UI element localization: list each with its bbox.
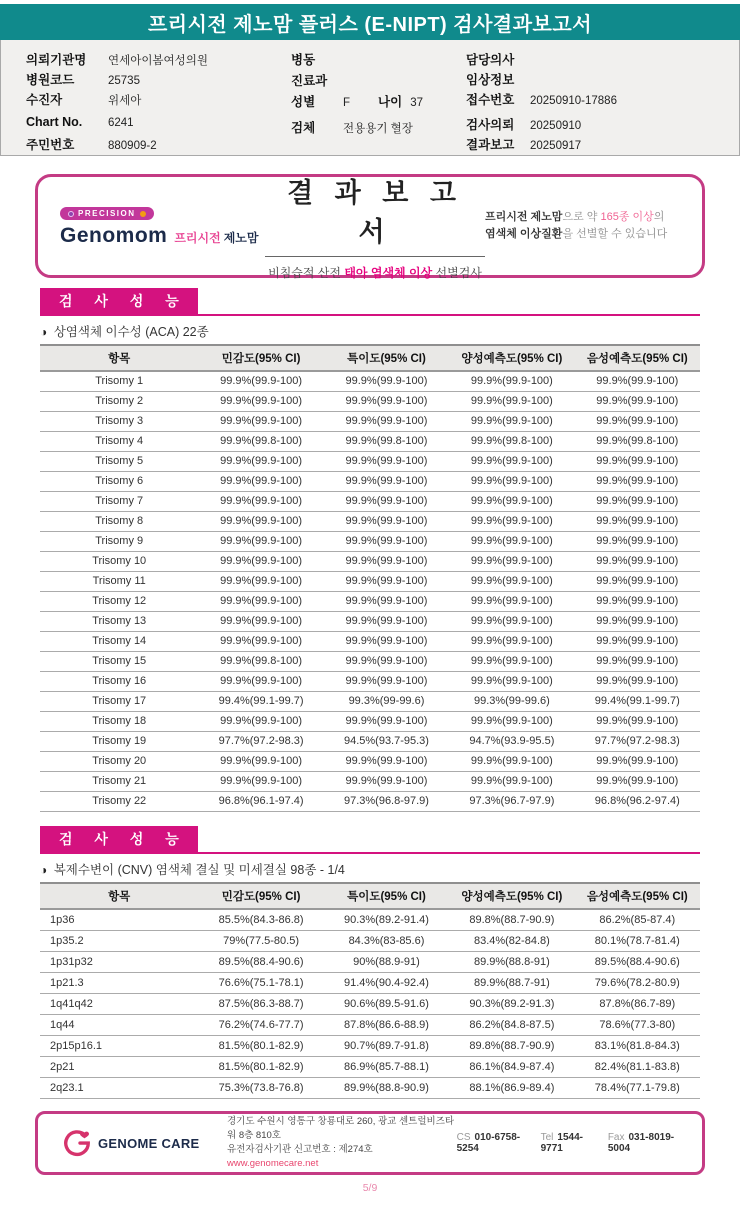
table-cell: Trisomy 1 — [40, 371, 198, 392]
field-label: Chart No. — [26, 115, 83, 129]
table-cell: 99.9%(99.9-100) — [575, 612, 700, 632]
table-cell: Trisomy 8 — [40, 512, 198, 532]
table-cell: 99.9%(99.9-100) — [198, 512, 323, 532]
table-row — [40, 692, 700, 712]
col-header-ppv: 양성예측도(95% CI) — [449, 345, 574, 371]
table-cell: 99.9%(99.9-100) — [324, 371, 449, 392]
table-cell: 84.3%(83-85.6) — [324, 931, 449, 952]
aca-table-body — [40, 371, 700, 812]
table-cell: 89.9%(88.8-91) — [449, 952, 574, 973]
field-dept — [291, 71, 466, 90]
table-cell: 99.9%(99.9-100) — [575, 472, 700, 492]
table-cell: 99.9%(99.9-100) — [324, 492, 449, 512]
aca-performance-table — [40, 344, 700, 812]
col-header-sensitivity: 민감도(95% CI) — [198, 883, 323, 909]
field-label: 성별 — [291, 95, 316, 109]
table-cell: Trisomy 6 — [40, 472, 198, 492]
table-cell: 99.9%(99.9-100) — [449, 412, 574, 432]
table-row — [40, 973, 700, 994]
table-cell: 99.9%(99.9-100) — [575, 452, 700, 472]
table-row — [40, 909, 700, 931]
table-cell: 96.8%(96.2-97.4) — [575, 792, 700, 812]
table-row — [40, 472, 700, 492]
table-cell: 1p31p32 — [40, 952, 198, 973]
table-cell: 99.9%(99.9-100) — [449, 472, 574, 492]
patient-info-panel — [0, 40, 740, 156]
table-row — [40, 712, 700, 732]
footer-panel — [35, 1111, 705, 1175]
brand-kr-pink: 프리시전 — [174, 231, 221, 246]
table-cell: 99.9%(99.9-100) — [575, 772, 700, 792]
table-cell: Trisomy 22 — [40, 792, 198, 812]
table-cell: 99.9%(99.9-100) — [198, 772, 323, 792]
table-header — [40, 883, 700, 909]
table-cell: 99.9%(99.9-100) — [324, 452, 449, 472]
table-cell: 94.7%(93.9-95.5) — [449, 732, 574, 752]
table-cell: 85.5%(84.3-86.8) — [198, 909, 323, 931]
table-cell: 99.3%(99-99.6) — [324, 692, 449, 712]
field-chart-no — [26, 115, 291, 133]
table-cell: 99.9%(99.9-100) — [449, 371, 574, 392]
table-cell: 99.9%(99.9-100) — [324, 472, 449, 492]
field-label: 검사의뢰 — [466, 118, 515, 132]
field-report-date — [466, 135, 739, 153]
table-cell: 94.5%(93.7-95.3) — [324, 732, 449, 752]
footer-contacts — [457, 1132, 678, 1154]
table-cell: 99.9%(99.9-100) — [575, 712, 700, 732]
table-cell: Trisomy 5 — [40, 452, 198, 472]
table-cell: Trisomy 12 — [40, 592, 198, 612]
table-cell: 87.5%(86.3-88.7) — [198, 994, 323, 1015]
table-cell: 1p35.2 — [40, 931, 198, 952]
field-value: 전용용기 혈장 — [343, 123, 413, 135]
field-clinical-info — [466, 70, 739, 88]
field-label: 병원코드 — [26, 73, 75, 87]
col-header-specificity: 특이도(95% CI) — [324, 345, 449, 371]
table-cell: 99.9%(99.9-100) — [198, 371, 323, 392]
table-row — [40, 532, 700, 552]
table-row — [40, 1078, 700, 1099]
table-cell: 99.9%(99.8-100) — [198, 652, 323, 672]
table-cell: 90.3%(89.2-91.4) — [324, 909, 449, 931]
section-header-performance-1 — [40, 288, 700, 316]
field-value: 위세아 — [108, 95, 142, 107]
field-hosp-code — [26, 70, 291, 88]
table-cell: Trisomy 11 — [40, 572, 198, 592]
table-cell: Trisomy 18 — [40, 712, 198, 732]
table-cell: 99.9%(99.9-100) — [324, 552, 449, 572]
table-cell: 89.9%(88.7-91) — [449, 973, 574, 994]
table-cell: Trisomy 14 — [40, 632, 198, 652]
table-cell: 99.9%(99.9-100) — [324, 572, 449, 592]
table-cell: 2p21 — [40, 1057, 198, 1078]
table-cell: 76.6%(75.1-78.1) — [198, 973, 323, 994]
half-circle-bullet-icon: ◑ — [40, 863, 48, 877]
table-cell: 99.9%(99.9-100) — [449, 532, 574, 552]
table-row — [40, 1036, 700, 1057]
banner-description — [485, 209, 680, 243]
field-value: 20250910-17886 — [530, 95, 617, 107]
section2-subtitle — [40, 860, 700, 876]
table-row — [40, 632, 700, 652]
table-cell: 99.9%(99.9-100) — [575, 592, 700, 612]
table-cell: 99.9%(99.9-100) — [198, 612, 323, 632]
table-row — [40, 752, 700, 772]
field-value: 25735 — [108, 75, 140, 87]
table-cell: 99.9%(99.9-100) — [324, 772, 449, 792]
table-cell: 87.8%(86.7-89) — [575, 994, 700, 1015]
table-cell: 99.9%(99.9-100) — [198, 392, 323, 412]
field-request-date — [466, 115, 739, 133]
table-cell: 99.9%(99.9-100) — [449, 392, 574, 412]
description-line2: 염색체 이상질환을 선별할 수 있습니다 — [485, 228, 668, 240]
table-row — [40, 931, 700, 952]
field-label: 결과보고 — [466, 138, 515, 152]
table-cell: 97.3%(96.7-97.9) — [449, 792, 574, 812]
table-cell: 86.9%(85.7-88.1) — [324, 1057, 449, 1078]
table-cell: 99.9%(99.9-100) — [198, 632, 323, 652]
col-header-ppv: 양성예측도(95% CI) — [449, 883, 574, 909]
table-cell: 96.8%(96.1-97.4) — [198, 792, 323, 812]
table-cell: Trisomy 3 — [40, 412, 198, 432]
table-cell: 99.9%(99.9-100) — [198, 712, 323, 732]
genomom-brand-block — [60, 204, 265, 249]
table-row — [40, 512, 700, 532]
table-cell: 99.9%(99.9-100) — [198, 572, 323, 592]
table-row — [40, 772, 700, 792]
table-cell: 99.3%(99-99.6) — [449, 692, 574, 712]
table-cell: 97.7%(97.2-98.3) — [198, 732, 323, 752]
table-row — [40, 432, 700, 452]
table-cell: 99.9%(99.9-100) — [575, 552, 700, 572]
page-title: 프리시전 제노맘 플러스 (E-NIPT) 검사결과보고서 — [147, 13, 593, 36]
table-cell: 99.9%(99.8-100) — [575, 432, 700, 452]
table-cell: 99.9%(99.9-100) — [449, 512, 574, 532]
table-cell: 89.8%(88.7-90.9) — [449, 1036, 574, 1057]
fax-contact: Fax 031-8019-5004 — [607, 1132, 675, 1154]
field-value: 20250910 — [530, 120, 582, 132]
table-cell: 89.5%(88.4-90.6) — [198, 952, 323, 973]
field-label: 임상정보 — [466, 73, 515, 87]
table-cell: 99.9%(99.9-100) — [449, 612, 574, 632]
table-cell: 99.9%(99.9-100) — [575, 652, 700, 672]
table-cell: Trisomy 7 — [40, 492, 198, 512]
col-header-npv: 음성예측도(95% CI) — [575, 883, 700, 909]
patient-info-col2 — [291, 50, 466, 155]
table-cell: 79%(77.5-80.5) — [198, 931, 323, 952]
cnv-table-body — [40, 909, 700, 1099]
table-cell: 91.4%(90.4-92.4) — [324, 973, 449, 994]
table-cell: 99.9%(99.9-100) — [449, 652, 574, 672]
subtitle-highlight: 태아 염색체 이상 — [344, 266, 433, 280]
table-cell: 99.9%(99.9-100) — [324, 592, 449, 612]
field-resident-no — [26, 135, 291, 153]
table-cell: 99.9%(99.9-100) — [324, 612, 449, 632]
table-header — [40, 345, 700, 371]
table-cell: 99.9%(99.9-100) — [324, 512, 449, 532]
table-row — [40, 371, 700, 392]
table-row — [40, 612, 700, 632]
table-cell: 99.9%(99.9-100) — [575, 512, 700, 532]
table-cell: 99.9%(99.9-100) — [449, 752, 574, 772]
table-cell: 99.9%(99.9-100) — [324, 532, 449, 552]
field-org — [26, 50, 291, 68]
table-cell: 86.1%(84.9-87.4) — [449, 1057, 574, 1078]
table-cell: 76.2%(74.6-77.7) — [198, 1015, 323, 1036]
badge-dot-left-icon — [68, 211, 74, 217]
table-cell: 99.9%(99.9-100) — [575, 572, 700, 592]
cs-contact: CS 010-6758-5254 — [456, 1132, 521, 1154]
section-badge: 검 사 성 능 — [40, 288, 198, 314]
table-cell: 2p15p16.1 — [40, 1036, 198, 1057]
footer-license: 유전자검사기관 신고번호 : 제274호 — [227, 1144, 373, 1155]
table-cell: 99.9%(99.9-100) — [198, 412, 323, 432]
section-header-performance-2 — [40, 826, 700, 854]
table-cell: 99.9%(99.8-100) — [198, 432, 323, 452]
col-header-sensitivity: 민감도(95% CI) — [198, 345, 323, 371]
table-cell: 2q23.1 — [40, 1078, 198, 1099]
table-cell: 99.9%(99.9-100) — [575, 632, 700, 652]
table-cell: Trisomy 15 — [40, 652, 198, 672]
table-cell: 99.9%(99.8-100) — [324, 432, 449, 452]
table-cell: Trisomy 13 — [40, 612, 198, 632]
table-cell: 99.9%(99.9-100) — [324, 752, 449, 772]
genome-care-g-heart-icon — [62, 1128, 92, 1158]
table-cell: 99.9%(99.9-100) — [575, 371, 700, 392]
table-cell: 81.5%(80.1-82.9) — [198, 1057, 323, 1078]
report-subtitle — [265, 264, 485, 281]
table-row — [40, 952, 700, 973]
field-label: 의뢰기관명 — [26, 53, 87, 67]
table-cell: 99.9%(99.9-100) — [198, 492, 323, 512]
table-cell: 99.9%(99.9-100) — [324, 392, 449, 412]
table-row — [40, 652, 700, 672]
table-cell: 90%(88.9-91) — [324, 952, 449, 973]
field-doctor — [466, 50, 739, 68]
field-patient-name — [26, 90, 291, 108]
subtitle-pre: 비침습적 산전 — [268, 266, 345, 280]
table-cell: 89.9%(88.8-90.9) — [324, 1078, 449, 1099]
report-heading: 결 과 보 고 서 — [265, 171, 485, 257]
table-row — [40, 672, 700, 692]
table-cell: 87.8%(86.6-88.9) — [324, 1015, 449, 1036]
footer-website-link[interactable]: www.genomecare.net — [227, 1158, 319, 1169]
table-cell: 99.9%(99.9-100) — [449, 592, 574, 612]
table-cell: 99.9%(99.9-100) — [575, 412, 700, 432]
table-cell: 99.9%(99.9-100) — [449, 572, 574, 592]
table-cell: 99.4%(99.1-99.7) — [575, 692, 700, 712]
table-cell: Trisomy 19 — [40, 732, 198, 752]
table-cell: Trisomy 4 — [40, 432, 198, 452]
footer-address: 경기도 수원시 영통구 창룡대로 260, 광교 센트럴비즈타워 8층 810호 — [227, 1116, 455, 1141]
table-cell: 89.8%(88.7-90.9) — [449, 909, 574, 931]
table-row — [40, 412, 700, 432]
section1-subtitle — [40, 322, 700, 338]
field-value: 880909-2 — [108, 140, 157, 152]
section-badge: 검 사 성 능 — [40, 826, 198, 852]
table-cell: Trisomy 10 — [40, 552, 198, 572]
result-report-banner — [35, 174, 705, 278]
table-cell: 99.9%(99.9-100) — [575, 752, 700, 772]
col-header-npv: 음성예측도(95% CI) — [575, 345, 700, 371]
table-cell: 75.3%(73.8-76.8) — [198, 1078, 323, 1099]
banner-center — [265, 171, 485, 281]
table-cell: 99.9%(99.9-100) — [324, 652, 449, 672]
table-cell: Trisomy 21 — [40, 772, 198, 792]
table-cell: 99.9%(99.9-100) — [449, 552, 574, 572]
table-cell: 99.9%(99.9-100) — [449, 672, 574, 692]
table-row — [40, 592, 700, 612]
precision-badge-label: PRECISION — [78, 209, 136, 219]
table-cell: Trisomy 16 — [40, 672, 198, 692]
table-cell: 99.9%(99.9-100) — [575, 672, 700, 692]
field-value: F — [343, 97, 351, 109]
field-label: 진료과 — [291, 74, 328, 88]
table-row — [40, 552, 700, 572]
table-row — [40, 492, 700, 512]
table-cell: 86.2%(84.8-87.5) — [449, 1015, 574, 1036]
table-cell: 99.9%(99.9-100) — [324, 712, 449, 732]
table-cell: 99.9%(99.9-100) — [449, 632, 574, 652]
field-label: 나이 — [378, 95, 403, 109]
table-cell: 1p36 — [40, 909, 198, 931]
table-cell: 99.4%(99.1-99.7) — [198, 692, 323, 712]
table-cell: 86.2%(85-87.4) — [575, 909, 700, 931]
cnv-performance-table — [40, 882, 700, 1099]
page-number: 5/9 — [362, 1182, 378, 1194]
table-row — [40, 572, 700, 592]
table-cell: 78.4%(77.1-79.8) — [575, 1078, 700, 1099]
table-cell: 80.1%(78.7-81.4) — [575, 931, 700, 952]
table-row — [40, 792, 700, 812]
table-cell: Trisomy 20 — [40, 752, 198, 772]
table-cell: Trisomy 17 — [40, 692, 198, 712]
table-cell: 99.9%(99.9-100) — [449, 492, 574, 512]
badge-dot-right-icon — [140, 211, 146, 217]
table-row — [40, 732, 700, 752]
field-label: 병동 — [291, 53, 316, 67]
table-row — [40, 392, 700, 412]
col-header-item: 항목 — [40, 883, 198, 909]
footer-address-block — [227, 1115, 457, 1171]
tel-contact: Tel 1544-9771 — [540, 1132, 583, 1154]
table-cell: 90.7%(89.7-91.8) — [324, 1036, 449, 1057]
genome-care-logo — [62, 1128, 227, 1158]
table-cell: 79.6%(78.2-80.9) — [575, 973, 700, 994]
table-row — [40, 1015, 700, 1036]
table-cell: 83.1%(81.8-84.3) — [575, 1036, 700, 1057]
table-cell: 88.1%(86.9-89.4) — [449, 1078, 574, 1099]
field-value: 연세아이봄여성의원 — [108, 55, 208, 67]
table-cell: 99.9%(99.9-100) — [198, 472, 323, 492]
field-value: 37 — [410, 97, 423, 109]
section2-subtitle-text: 복제수변이 (CNV) 염색체 결실 및 미세결실 98종 - 1/4 — [53, 863, 345, 877]
brand-logo-line — [60, 224, 265, 248]
table-cell: 99.9%(99.9-100) — [198, 752, 323, 772]
col-header-specificity: 특이도(95% CI) — [324, 883, 449, 909]
table-cell: 90.6%(89.5-91.6) — [324, 994, 449, 1015]
table-cell: 99.9%(99.9-100) — [198, 532, 323, 552]
table-cell: 99.9%(99.9-100) — [449, 452, 574, 472]
table-cell: 83.4%(82-84.8) — [449, 931, 574, 952]
field-sex-age — [291, 92, 466, 111]
table-cell: 99.9%(99.9-100) — [324, 412, 449, 432]
table-cell: 81.5%(80.1-82.9) — [198, 1036, 323, 1057]
brand-kr-dark: 제노맘 — [223, 231, 259, 246]
field-value: 6241 — [108, 117, 134, 129]
field-label: 담당의사 — [466, 53, 515, 67]
table-cell: 97.7%(97.2-98.3) — [575, 732, 700, 752]
table-cell: 97.3%(96.8-97.9) — [324, 792, 449, 812]
field-label: 접수번호 — [466, 93, 515, 107]
table-cell: 99.9%(99.9-100) — [575, 392, 700, 412]
table-cell: 99.9%(99.9-100) — [198, 552, 323, 572]
table-cell: 99.9%(99.9-100) — [575, 492, 700, 512]
half-circle-bullet-icon: ◑ — [40, 325, 48, 339]
field-label: 주민번호 — [26, 138, 75, 152]
report-title-bar — [0, 4, 740, 40]
table-cell: 99.9%(99.9-100) — [198, 452, 323, 472]
field-label: 검체 — [291, 121, 316, 135]
subtitle-post: 선별검사 — [432, 266, 482, 280]
field-receipt-no — [466, 90, 739, 108]
table-cell: 99.9%(99.9-100) — [575, 532, 700, 552]
table-row — [40, 1057, 700, 1078]
col-header-item: 항목 — [40, 345, 198, 371]
table-cell: 99.9%(99.9-100) — [449, 712, 574, 732]
table-row — [40, 452, 700, 472]
table-cell: 90.3%(89.2-91.3) — [449, 994, 574, 1015]
field-ward — [291, 50, 466, 69]
table-cell: 99.9%(99.8-100) — [449, 432, 574, 452]
table-cell: 82.4%(81.1-83.8) — [575, 1057, 700, 1078]
section1-subtitle-text: 상염색체 이수성 (ACA) 22종 — [53, 325, 209, 339]
table-cell: 99.9%(99.9-100) — [324, 632, 449, 652]
field-value: 20250917 — [530, 140, 582, 152]
table-cell: 1q41q42 — [40, 994, 198, 1015]
description-line1: 프리시전 제노맘으로 약 165종 이상의 — [485, 211, 665, 223]
precision-badge — [60, 207, 154, 220]
table-cell: 1q44 — [40, 1015, 198, 1036]
table-cell: 99.9%(99.9-100) — [324, 672, 449, 692]
field-label: 수진자 — [26, 93, 63, 107]
table-cell: 1p21.3 — [40, 973, 198, 994]
table-cell: 99.9%(99.9-100) — [198, 592, 323, 612]
field-specimen — [291, 118, 466, 137]
table-cell: 89.5%(88.4-90.6) — [575, 952, 700, 973]
patient-info-col1 — [26, 50, 291, 155]
patient-info-col3 — [466, 50, 739, 155]
genomom-logo: Genomom — [60, 224, 168, 248]
table-cell: Trisomy 2 — [40, 392, 198, 412]
table-cell: 78.6%(77.3-80) — [575, 1015, 700, 1036]
table-cell: 99.9%(99.9-100) — [449, 772, 574, 792]
genome-care-wordmark: GENOME CARE — [98, 1135, 200, 1151]
table-row — [40, 994, 700, 1015]
table-cell: 99.9%(99.9-100) — [198, 672, 323, 692]
table-cell: Trisomy 9 — [40, 532, 198, 552]
